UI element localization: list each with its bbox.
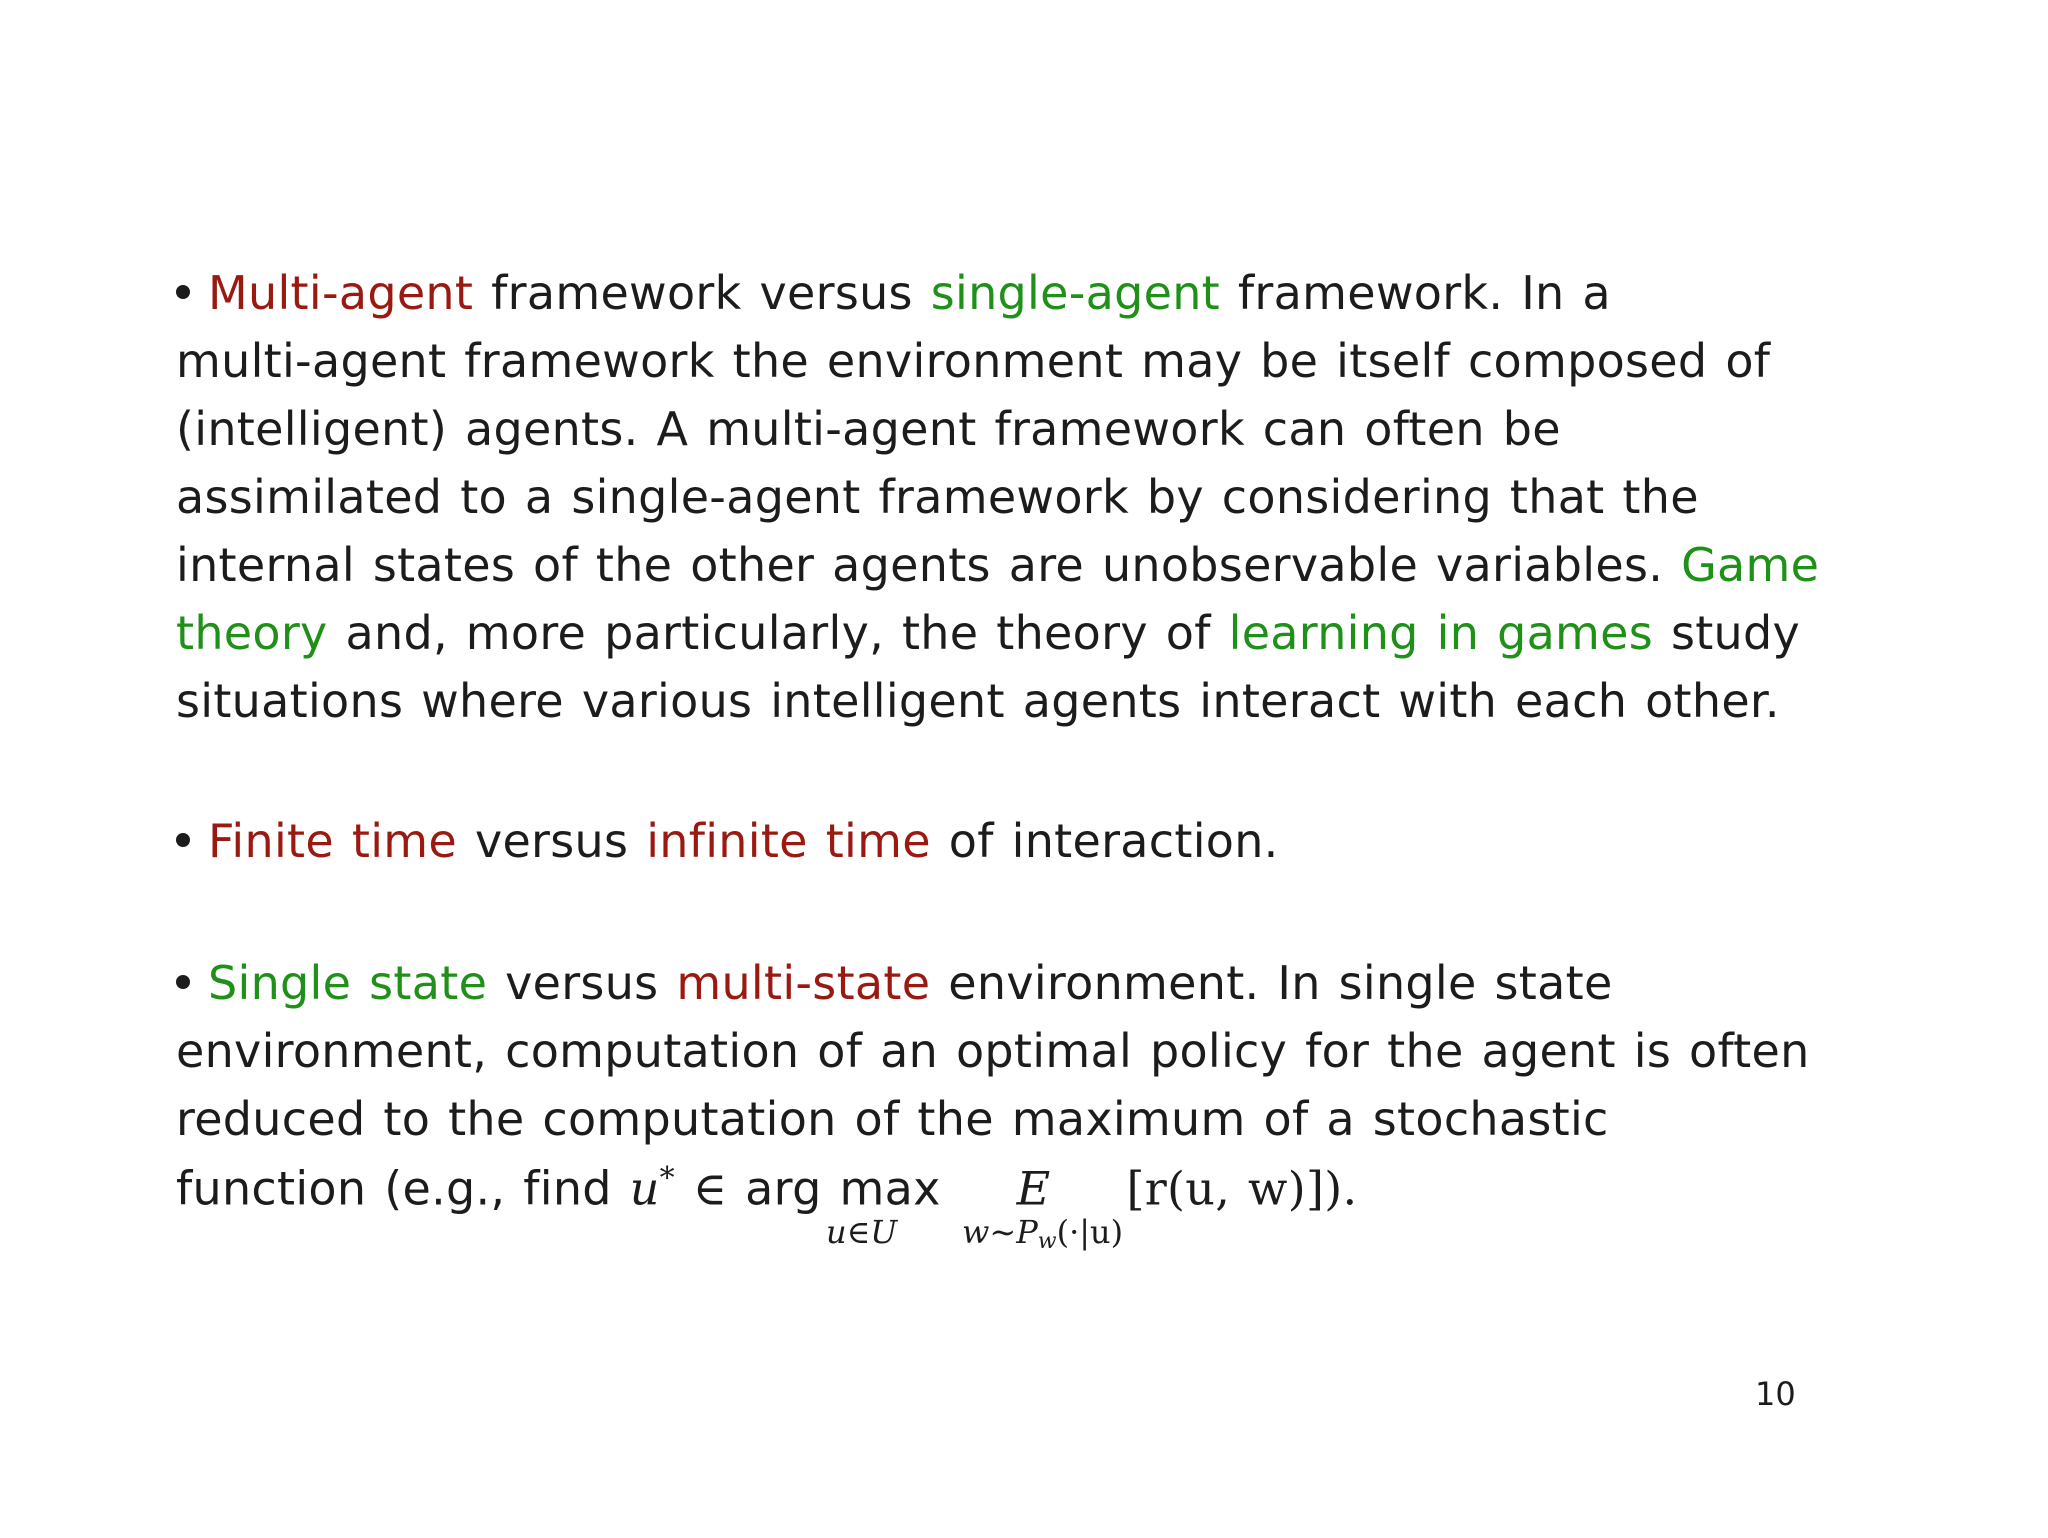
- term-single-state: Single state: [208, 956, 488, 1010]
- bullet3-line3: reduced to the computation of the maximum of a stochastic: [176, 1092, 1609, 1146]
- bullet3-line4-text: function (e.g., find: [176, 1161, 630, 1216]
- math-argmax: arg max: [745, 1161, 941, 1216]
- term-single-agent: single-agent: [930, 266, 1220, 320]
- bullet-dot: [176, 975, 190, 989]
- bullet3-line4: [176, 1161, 1358, 1216]
- math-u: u: [629, 1161, 660, 1216]
- term-multi-agent: Multi-agent: [208, 266, 474, 320]
- bullet2-text-a: versus: [457, 814, 647, 868]
- bullet3-line1: [176, 956, 1613, 1010]
- bullet1-line2: multi-agent framework the environment may be itself composed of: [176, 334, 1771, 388]
- sub-expect-rest: (·|u): [1056, 1213, 1124, 1251]
- bullet1-line6-text-a: and, more particularly, the theory of: [327, 606, 1229, 660]
- term-game: Game: [1681, 538, 1820, 592]
- bullet-dot: [176, 833, 190, 847]
- bullet1-line7: situations where various intelligent agents interact with each other.: [176, 674, 1780, 728]
- bullet1-line6: [176, 606, 1801, 660]
- bullet1-line1-text-b: framework. In a: [1220, 266, 1611, 320]
- bullet-dot: [176, 285, 190, 299]
- math-expectation-subscript: [962, 1213, 1124, 1254]
- page-number: 10: [1755, 1375, 1796, 1413]
- bullet1-line5-text: internal states of the other agents are unobservable variables.: [176, 538, 1682, 592]
- term-finite-time: Finite time: [208, 814, 458, 868]
- term-multi-state: multi-state: [676, 956, 931, 1010]
- term-theory: theory: [176, 606, 328, 660]
- sub-expect-w: w∼P: [962, 1213, 1038, 1251]
- math-bracket-expression: [r(u, w)]).: [1126, 1161, 1358, 1216]
- bullet3-line1-text-a: versus: [487, 956, 677, 1010]
- bullet1-line6-text-b: study: [1653, 606, 1801, 660]
- math-expectation: E: [1016, 1161, 1051, 1216]
- bullet1-line1: [176, 266, 1611, 320]
- math-element-of: ∈: [674, 1161, 746, 1216]
- math-star: *: [659, 1161, 675, 1196]
- bullet1-line3: (intelligent) agents. A multi-agent framework can often be: [176, 402, 1561, 456]
- bullet1-line4: assimilated to a single-agent framework by considering that the: [176, 470, 1699, 524]
- bullet2-line1: [176, 814, 1279, 868]
- bullet1-line5: [176, 538, 1820, 592]
- term-infinite-time: infinite time: [646, 814, 931, 868]
- math-argmax-subscript: u∈U: [826, 1213, 898, 1251]
- bullet2-text-b: of interaction.: [930, 814, 1279, 868]
- bullet1-line1-text-a: framework versus: [473, 266, 931, 320]
- bullet3-line2: environment, computation of an optimal policy for the agent is often: [176, 1024, 1810, 1078]
- bullet3-line1-text-b: environment. In single state: [930, 956, 1613, 1010]
- term-learning-in-games: learning in games: [1228, 606, 1654, 660]
- sub-expect-w-sub: w: [1037, 1229, 1057, 1254]
